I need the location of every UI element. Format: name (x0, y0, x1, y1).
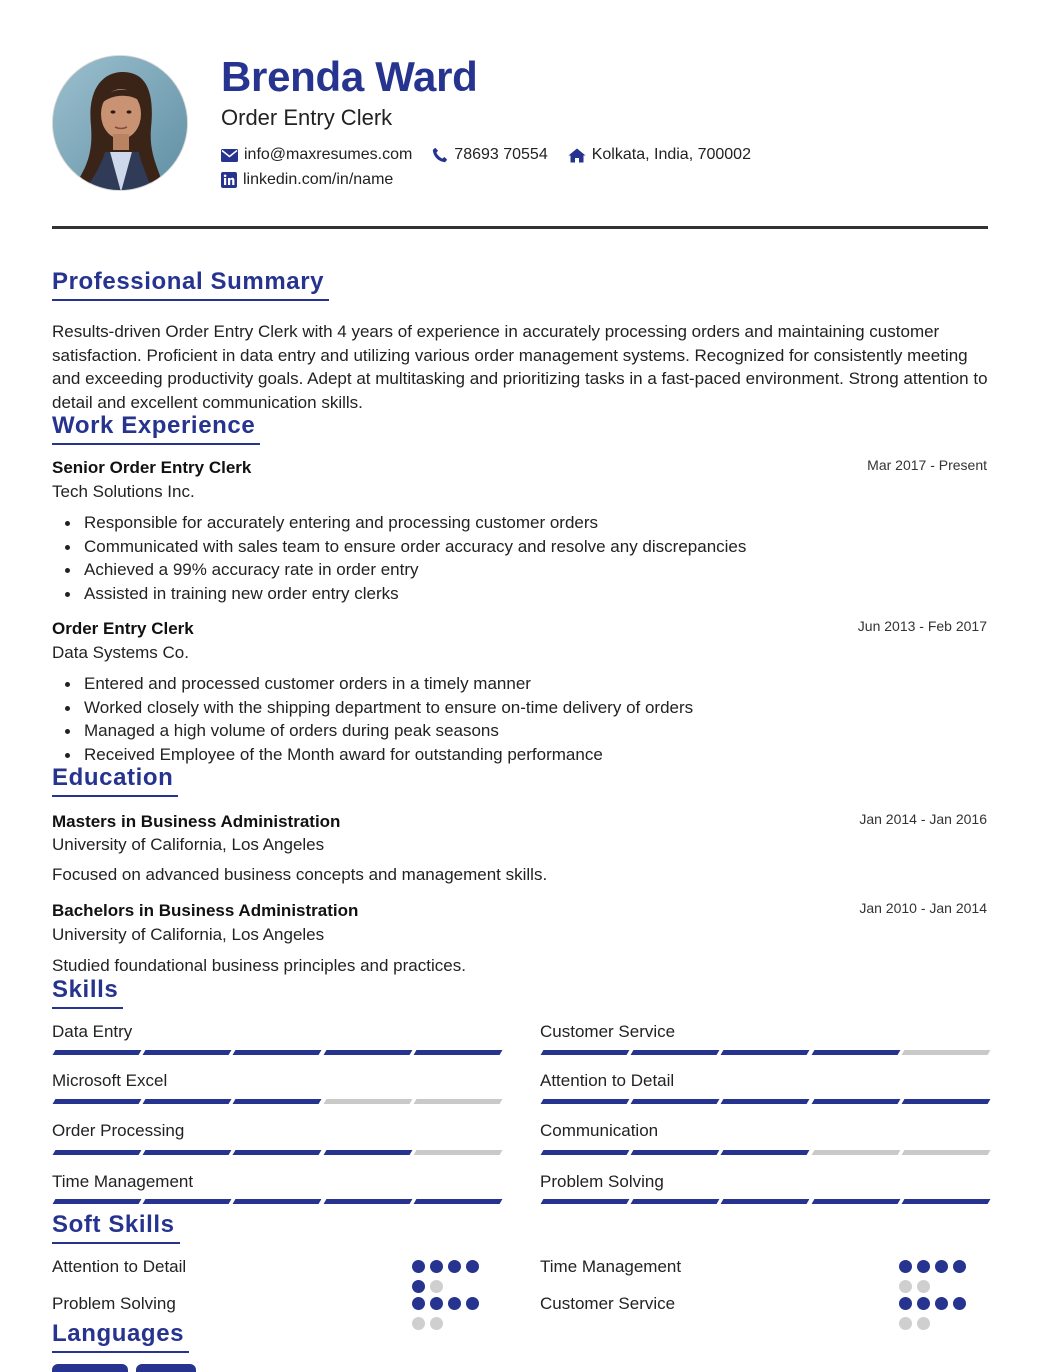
linkedin-text: linkedin.com/in/name (243, 171, 394, 188)
rating-dot (430, 1297, 443, 1310)
skill-bar (542, 1199, 989, 1204)
soft-skill-label: Attention to Detail (52, 1257, 187, 1276)
school-name: University of California, Los Angeles (52, 835, 325, 854)
bullet-item: Managed a high volume of orders during peak seasons (84, 719, 693, 743)
skill-label: Communication (540, 1121, 659, 1140)
skill-bar-segment (233, 1150, 322, 1155)
bullet-item: Responsible for accurately entering and processing customer orders (84, 511, 746, 535)
rating-dot (448, 1260, 461, 1273)
soft-skill-rating (412, 1297, 484, 1330)
section-title-soft-skills: Soft Skills (52, 1211, 180, 1244)
skill-bar-segment (721, 1050, 810, 1055)
skill-bar-segment (323, 1199, 412, 1204)
rating-dot (899, 1280, 912, 1293)
skill-bar-segment (631, 1199, 720, 1204)
soft-skill-rating (899, 1260, 971, 1293)
skill-bar-segment (143, 1050, 232, 1055)
skill-bar-segment (143, 1150, 232, 1155)
rating-dot (412, 1297, 425, 1310)
skill-bar-segment (413, 1099, 502, 1104)
rating-dot (412, 1260, 425, 1273)
rating-dot (953, 1297, 966, 1310)
skill-bar-segment (413, 1050, 502, 1055)
summary-text: Results-driven Order Entry Clerk with 4 years of experience in accurately processing orders and maintaining customer satisfaction. Proficient in data entry and utilizing various order management systems. Recognized for consistently meeting and exceeding productivity goals. Adept at multitasking and prioritizing tasks in a fast-paced environment. Strong attention to detail and excellent communication skills. (52, 322, 988, 412)
skill-bar (542, 1099, 989, 1104)
skill-label: Problem Solving (540, 1172, 664, 1191)
skill-bar-segment (323, 1099, 412, 1104)
skill-bar-segment (631, 1050, 720, 1055)
profile-photo (52, 55, 188, 191)
header-divider (52, 226, 988, 229)
bullet-item: Received Employee of the Month award for outstanding performance (84, 743, 693, 767)
skill-bar-segment (901, 1199, 990, 1204)
skill-bar-segment (541, 1050, 630, 1055)
bullet-item: Achieved a 99% accuracy rate in order entry (84, 558, 746, 582)
soft-skill-rating (412, 1260, 484, 1293)
skill-bar-segment (811, 1099, 900, 1104)
skill-bar-segment (811, 1199, 900, 1204)
rating-dot (430, 1260, 443, 1273)
skill-bar-segment (143, 1199, 232, 1204)
contact-row-primary (221, 145, 771, 165)
phone-text: 78693 70554 (454, 146, 548, 163)
skill-bar-segment (901, 1050, 990, 1055)
rating-dot (917, 1280, 930, 1293)
skill-bar (542, 1050, 989, 1055)
language-pill (52, 1364, 128, 1372)
contact-location (568, 145, 751, 165)
skill-bar-segment (53, 1099, 142, 1104)
location-text: Kolkata, India, 700002 (591, 146, 751, 163)
rating-dot (917, 1297, 930, 1310)
rating-dot (917, 1317, 930, 1330)
contact-row-secondary (221, 170, 413, 190)
skill-bar-segment (721, 1199, 810, 1204)
bullet-item: Communicated with sales team to ensure order accuracy and resolve any discrepancies (84, 535, 746, 559)
rating-dot (412, 1317, 425, 1330)
rating-dot (899, 1317, 912, 1330)
section-title-skills: Skills (52, 976, 123, 1009)
rating-dot (953, 1260, 966, 1273)
degree-dates: Jan 2014 - Jan 2016 (859, 811, 987, 827)
rating-dot (935, 1260, 948, 1273)
skill-bar (542, 1150, 989, 1155)
degree-description: Studied foundational business principles and practices. (52, 956, 466, 975)
rating-dot (935, 1297, 948, 1310)
skill-label: Customer Service (540, 1022, 676, 1041)
job-title: Order Entry Clerk (52, 619, 194, 638)
envelope-icon (221, 149, 238, 162)
job-bullets (84, 511, 746, 605)
skill-bar-segment (721, 1150, 810, 1155)
job-company: Tech Solutions Inc. (52, 482, 195, 501)
soft-skill-label: Time Management (540, 1257, 682, 1276)
skill-label: Microsoft Excel (52, 1071, 168, 1090)
skill-label: Order Processing (52, 1121, 185, 1140)
rating-dot (448, 1297, 461, 1310)
skill-bar-segment (53, 1199, 142, 1204)
rating-dot (917, 1260, 930, 1273)
skill-bar-segment (811, 1050, 900, 1055)
skill-bar-segment (901, 1099, 990, 1104)
skill-bar-segment (811, 1150, 900, 1155)
degree-title: Masters in Business Administration (52, 812, 341, 831)
skill-label: Time Management (52, 1172, 194, 1191)
skill-bar-segment (413, 1199, 502, 1204)
degree-dates: Jan 2010 - Jan 2014 (859, 900, 987, 916)
linkedin-icon (221, 172, 237, 188)
skill-bar (54, 1150, 501, 1155)
skill-bar-segment (233, 1099, 322, 1104)
skill-bar-segment (323, 1050, 412, 1055)
section-title-education: Education (52, 764, 178, 797)
language-pill (136, 1364, 196, 1372)
skill-label: Data Entry (52, 1022, 133, 1041)
rating-dot (412, 1280, 425, 1293)
skill-bar (54, 1099, 501, 1104)
skill-bar-segment (901, 1150, 990, 1155)
phone-icon (432, 147, 448, 163)
home-icon (568, 148, 586, 163)
job-company: Data Systems Co. (52, 643, 189, 662)
skill-bar-segment (233, 1199, 322, 1204)
degree-description: Focused on advanced business concepts and management skills. (52, 865, 548, 884)
skill-bar-segment (631, 1099, 720, 1104)
skill-bar (54, 1050, 501, 1055)
skill-bar-segment (143, 1099, 232, 1104)
rating-dot (430, 1317, 443, 1330)
rating-dot (899, 1297, 912, 1310)
skill-bar-segment (631, 1150, 720, 1155)
school-name: University of California, Los Angeles (52, 925, 325, 944)
contact-linkedin[interactable] (221, 170, 393, 190)
skill-bar-segment (233, 1050, 322, 1055)
soft-skill-rating (899, 1297, 971, 1330)
rating-dot (430, 1280, 443, 1293)
skill-bar (54, 1199, 501, 1204)
skill-bar-segment (53, 1150, 142, 1155)
candidate-role: Order Entry Clerk (221, 105, 393, 130)
soft-skill-label: Customer Service (540, 1294, 676, 1313)
contact-phone[interactable] (432, 145, 547, 165)
candidate-name: Brenda Ward (221, 53, 478, 100)
section-title-experience: Work Experience (52, 412, 260, 445)
rating-dot (466, 1297, 479, 1310)
bullet-item: Worked closely with the shipping department to ensure on-time delivery of orders (84, 696, 693, 720)
rating-dot (899, 1260, 912, 1273)
contact-email[interactable] (221, 145, 412, 165)
degree-title: Bachelors in Business Administration (52, 901, 359, 920)
skill-bar-segment (53, 1050, 142, 1055)
job-bullets (84, 672, 693, 766)
email-text: info@maxresumes.com (244, 146, 413, 163)
section-title-languages: Languages (52, 1320, 189, 1353)
section-title-summary: Professional Summary (52, 268, 329, 301)
job-title: Senior Order Entry Clerk (52, 458, 252, 477)
skill-bar-segment (721, 1099, 810, 1104)
soft-skill-label: Problem Solving (52, 1294, 176, 1313)
skill-bar-segment (323, 1150, 412, 1155)
rating-dot (466, 1260, 479, 1273)
bullet-item: Assisted in training new order entry clerks (84, 582, 746, 606)
skill-bar-segment (541, 1099, 630, 1104)
skill-label: Attention to Detail (540, 1071, 675, 1090)
skill-bar-segment (541, 1150, 630, 1155)
job-dates: Mar 2017 - Present (867, 457, 987, 473)
skill-bar-segment (413, 1150, 502, 1155)
job-dates: Jun 2013 - Feb 2017 (857, 618, 987, 634)
bullet-item: Entered and processed customer orders in a timely manner (84, 672, 693, 696)
skill-bar-segment (541, 1199, 630, 1204)
